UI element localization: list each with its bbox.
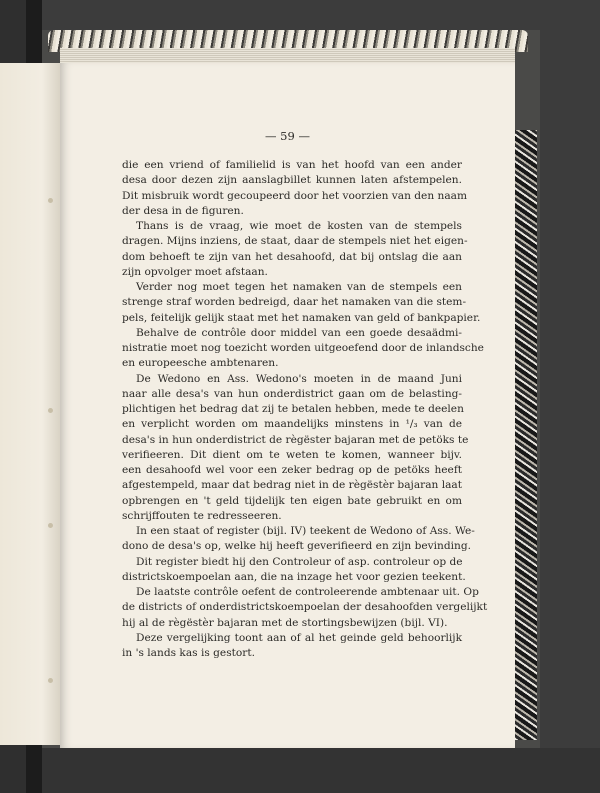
text-line: en europeesche ambtenaren. <box>122 357 279 370</box>
text-line: De Wedono en Ass. Wedono's moeten in de maand Juni <box>136 372 462 385</box>
text-line: naar alle desa's van hun onderdistrict gaan om de belasting- <box>122 387 462 400</box>
text-line: dom behoeft te zijn van het desahoofd, dat bij ontslag die aan <box>122 250 462 263</box>
text-line: nistratie moet nog toezicht worden uitgeoefend door de inlandsche <box>122 342 484 354</box>
text-line: Behalve de contrôle door middel van een goede desaädmi- <box>136 326 462 339</box>
text-line: De laatste contrôle oefent de controleerende ambtenaar uit. Op <box>136 586 479 598</box>
text-line: In een staat of register (bijl. IV) teekent de Wedono of Ass. We- <box>136 525 475 537</box>
text-line: districtskoempoelan aan, die na inzage het voor gezien teekent. <box>122 570 466 583</box>
left-page <box>0 63 60 745</box>
text-line: strenge straf worden bedreigd, daar het namaken van die stem- <box>122 296 467 309</box>
right-page <box>60 63 515 748</box>
text-line: desa's in hun onderdistrict de règëster bajaran met de petöks te <box>122 433 469 446</box>
text-line: en verplicht worden om maandelijks minstens in ¹/₃ van de <box>122 418 462 431</box>
background-bottom <box>42 748 600 793</box>
text-line: der desa in de figuren. <box>122 204 244 217</box>
text-line: Thans is de vraag, wie moet de kosten van de stempels <box>136 220 462 232</box>
text-line: de districts of onderdistrictskoempoelan der desahoofden vergelijkt <box>122 601 488 614</box>
text-line: die een vriend of familielid is van het hoofd van een ander <box>122 159 462 171</box>
paper-spot <box>48 678 53 683</box>
text-line: Deze vergelijking toont aan of al het geinde geld behoorlijk <box>136 631 462 644</box>
text-line: een desahoofd wel voor een zeker bedrag op de petöks heeft <box>122 464 462 476</box>
text-line: Dit register biedt hij den Controleur of asp. controleur op de <box>136 555 463 568</box>
text-line: in 's lands kas is gestort. <box>122 647 255 659</box>
text-line: hij al de règëstèr bajaran met de stortingsbewijzen (bijl. VI). <box>122 616 448 629</box>
page-number: — 59 — <box>265 129 310 143</box>
text-line: pels, feitelijk gelijk staat met het namaken van geld of bankpapier. <box>122 311 481 324</box>
paper-spot <box>48 198 53 203</box>
text-line: Dit misbruik wordt gecoupeerd door het voorzien van den naam <box>122 189 468 202</box>
text-line: dragen. Mijns inziens, de staat, daar de stempels niet het eigen- <box>122 235 468 248</box>
text-line: schrijffouten te redresseeren. <box>122 509 282 522</box>
text-line: dono de desa's op, welke hij heeft geverifieerd en zijn bevinding. <box>122 540 471 553</box>
paper-spot <box>48 523 53 528</box>
paper-spot <box>48 408 53 413</box>
text-line: zijn opvolger moet afstaan. <box>122 265 268 278</box>
text-line: desa door dezen zijn aanslagbillet kunnen laten afstempelen. <box>122 174 462 187</box>
text-line: opbrengen en 't geld tijdelijk ten eigen bate gebruikt en om <box>122 494 462 507</box>
text-line: afgestempeld, maar dat bedrag niet in de règëstèr bajaran laat <box>122 479 462 492</box>
text-line: Verder nog moet tegen het namaken van de stempels een <box>136 281 462 293</box>
text-line: verifieeren. Dit dient om te weten te komen, wanneer bijv. <box>122 448 462 461</box>
text-line: plichtigen het bedrag dat zij te betalen hebben, mede te deelen <box>122 403 464 415</box>
body-text <box>122 158 488 661</box>
marbled-page-edge <box>515 130 537 740</box>
